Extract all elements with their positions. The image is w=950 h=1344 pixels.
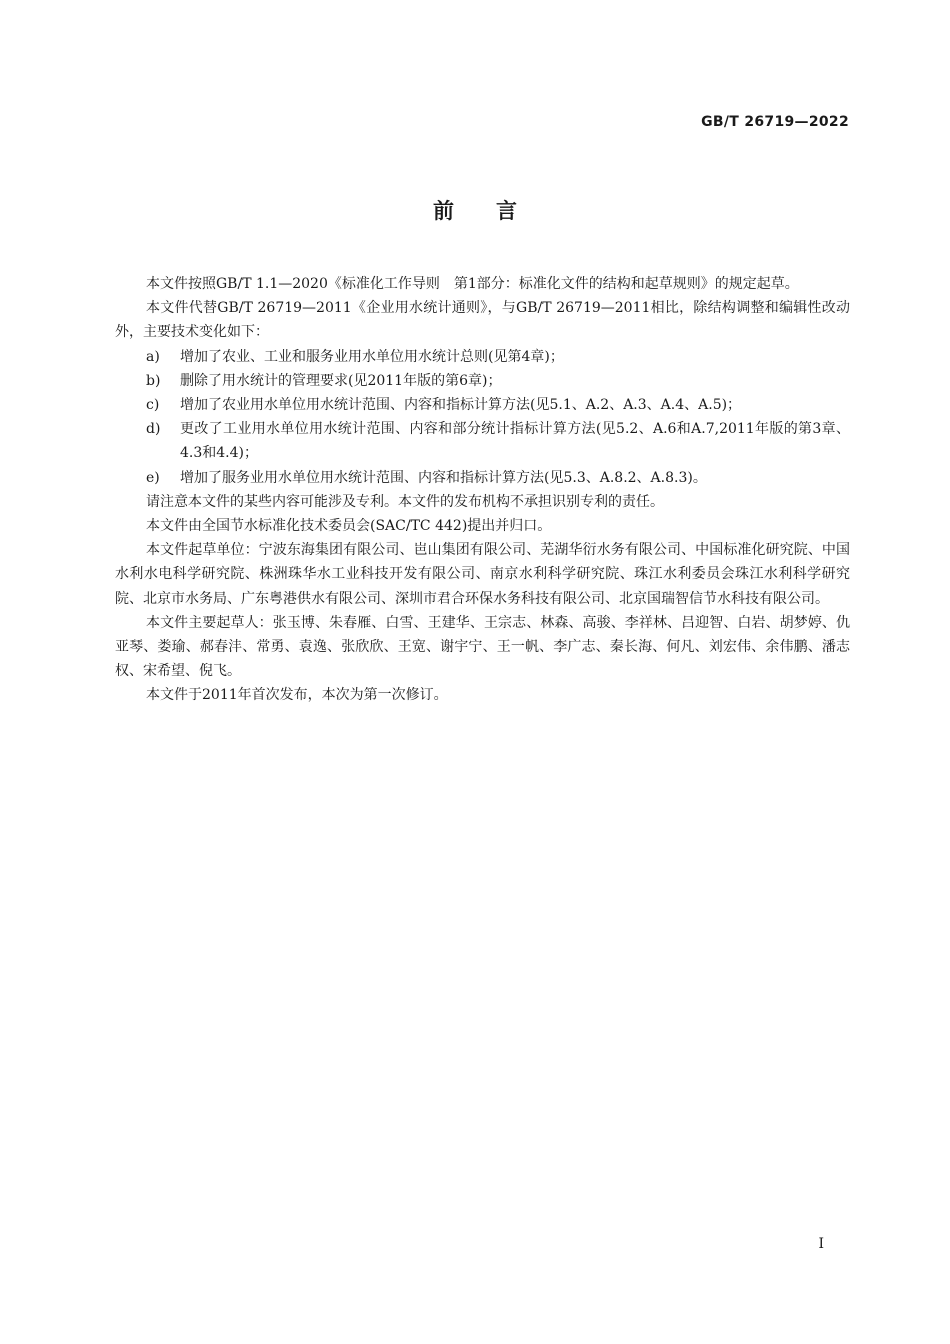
list-marker: a)	[146, 348, 160, 365]
list-marker: b)	[146, 372, 161, 389]
drafters: 本文件主要起草人：张玉博、朱春雁、白雪、王建华、王宗志、林森、高骏、李祥林、吕迎智、白岩、胡梦婷、仇亚琴、娄瑜、郝春沣、常勇、袁逸、张欣欣、王宽、谢宇宁、王一帆、李广志、秦长海、何凡、刘宏伟、余伟鹏、潘志权、宋希望、倪飞。	[115, 614, 850, 680]
intro-paragraph: 本文件按照GB/T 1.1—2020《标准化工作导则 第1部分：标准化文件的结构和起草规则》的规定起草。	[146, 276, 799, 292]
list-text: 增加了农业用水单位用水统计范围、内容和指标计算方法(见5.1、A.2、A.3、A.4、A.5)；	[180, 397, 742, 414]
list-text: 更改了工业用水单位用水统计范围、内容和部分统计指标计算方法(见5.2、A.6和A.7,2011年版的第3章、4.3和4.4)；	[180, 421, 850, 462]
list-marker: c)	[146, 397, 160, 414]
foreword-body	[115, 272, 850, 708]
drafting-units: 本文件起草单位：宁波东海集团有限公司、岜山集团有限公司、芜湖华衍水务有限公司、中国标准化研究院、中国水利水电科学研究院、株洲珠华水工业科技开发有限公司、南京水利科学研究院、珠江水利委员会珠江水利科学研究院、北京市水务局、广东粤港供水有限公司、深圳市君合环保水务科技有限公司、北京国瑞智信节水科技有限公司。	[115, 542, 850, 607]
list-marker: e)	[146, 469, 160, 486]
patent-notice: 请注意本文件的某些内容可能涉及专利。本文件的发布机构不承担识别专利的责任。	[146, 493, 664, 510]
list-item	[115, 345, 850, 369]
revision-history: 本文件于2011年首次发布，本次为第一次修订。	[146, 687, 448, 704]
intro-paragraph: 本文件代替GB/T 26719—2011《企业用水统计通则》，与GB/T 26719—2011相比，除结构调整和编辑性改动外，主要技术变化如下：	[115, 300, 850, 341]
page-number: I	[818, 1236, 824, 1252]
list-item	[115, 466, 850, 490]
list-item	[115, 393, 850, 417]
list-text: 增加了农业、工业和服务业用水单位用水统计总则(见第4章)；	[180, 348, 564, 365]
list-text: 增加了服务业用水单位用水统计范围、内容和指标计算方法(见5.3、A.8.2、A.8.3)。	[180, 469, 707, 486]
list-text: 删除了用水统计的管理要求(见2011年版的第6章)；	[180, 372, 502, 389]
page-title: 前言	[433, 199, 559, 223]
proposer-paragraph: 本文件由全国节水标准化技术委员会(SAC/TC 442)提出并归口。	[146, 518, 552, 535]
standard-code: GB/T 26719—2022	[701, 114, 849, 130]
list-item	[115, 417, 850, 465]
list-marker: d)	[146, 421, 161, 438]
list-item	[115, 369, 850, 393]
